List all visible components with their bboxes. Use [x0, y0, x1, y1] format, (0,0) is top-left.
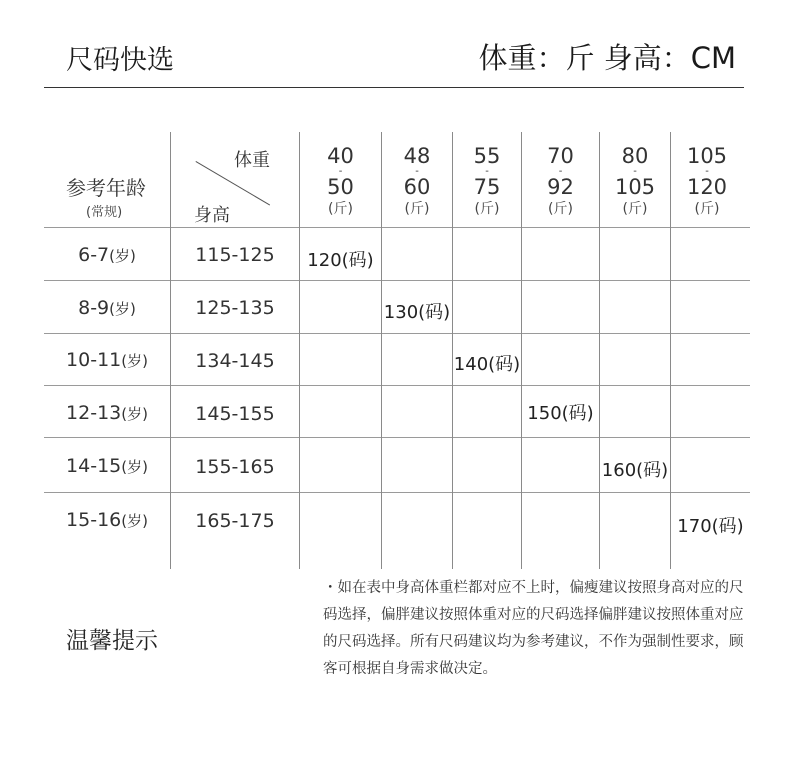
weight-unit: (斤) — [622, 201, 648, 217]
age-header: 参考年龄 — [66, 176, 146, 200]
size-cell: 140(码) — [453, 354, 521, 375]
size-cell: 150(码) — [527, 403, 594, 424]
weight-unit: (斤) — [474, 201, 500, 217]
size-cell: 170(码) — [677, 516, 744, 537]
age-unit: (岁) — [109, 300, 136, 318]
tips-text: ・如在表中身高体重栏都对应不上时，偏瘦建议按照身高对应的尺码选择，偏胖建议按照体重对应的尺码选择偏胖建议按照体重对应的尺码选择。所有尺码建议均为参考建议，不作为强制性要求，顾客可根据自身需求做决定。 — [323, 580, 744, 677]
range-mark: - — [705, 166, 709, 177]
header-divider — [44, 87, 744, 88]
weight-min: 70 — [547, 144, 574, 168]
weight-unit: (斤) — [404, 201, 430, 217]
size-cell: 160(码) — [601, 460, 669, 481]
page-title: 尺码快选 — [66, 45, 174, 76]
age-unit: (岁) — [109, 247, 136, 265]
age-value: 15-16 — [66, 509, 122, 531]
weight-min: 105 — [686, 144, 728, 168]
height-cell: 125-135 — [195, 297, 275, 319]
weight-column-header — [671, 144, 743, 219]
age-value: 8-9 — [78, 297, 110, 319]
weight-max: 92 — [547, 175, 574, 199]
height-cell: 134-145 — [195, 350, 275, 372]
weight-min: 80 — [621, 144, 649, 168]
weight-min: 48 — [403, 144, 431, 168]
tips-title: 温馨提示 — [66, 628, 158, 654]
range-mark: - — [485, 166, 489, 177]
weight-min: 40 — [327, 144, 354, 168]
height-cell: 155-165 — [195, 456, 275, 478]
age-value: 10-11 — [66, 349, 122, 371]
age-unit: (岁) — [121, 405, 148, 423]
age-cell — [44, 455, 170, 477]
unit-legend: 体重：斤 身高：CM — [478, 41, 736, 75]
size-cell: 120(码) — [307, 250, 374, 271]
table-rule — [44, 333, 750, 334]
range-mark: - — [415, 166, 419, 177]
age-cell — [44, 297, 170, 319]
weight-header: 体重 — [234, 150, 270, 171]
age-cell — [44, 402, 170, 424]
age-unit: (岁) — [121, 352, 148, 370]
table-rule — [44, 437, 750, 438]
age-cell — [44, 349, 170, 371]
weight-column-header — [453, 144, 521, 219]
age-cell — [44, 509, 170, 531]
weight-max: 75 — [473, 175, 501, 199]
table-rule — [44, 227, 750, 228]
age-value: 12-13 — [66, 402, 122, 424]
weight-max: 60 — [403, 175, 431, 199]
weight-max: 50 — [327, 175, 354, 199]
weight-column-header — [600, 144, 670, 219]
weight-column-header — [522, 144, 599, 219]
weight-max: 105 — [614, 175, 656, 199]
weight-column-header — [382, 144, 452, 219]
age-unit: (岁) — [121, 458, 148, 476]
weight-unit: (斤) — [548, 201, 573, 217]
table-rule — [44, 385, 750, 386]
height-header: 身高 — [194, 205, 230, 226]
age-value: 6-7 — [78, 244, 110, 266]
height-cell: 115-125 — [195, 244, 275, 266]
height-cell: 165-175 — [195, 510, 275, 532]
weight-unit: (斤) — [694, 201, 720, 217]
table-rule — [44, 492, 750, 493]
weight-min: 55 — [473, 144, 501, 168]
range-mark: - — [633, 166, 637, 177]
range-mark: - — [558, 166, 563, 177]
range-mark: - — [338, 166, 343, 177]
table-rule — [44, 280, 750, 281]
age-cell — [44, 244, 170, 266]
weight-column-header — [300, 144, 381, 219]
weight-max: 120 — [686, 175, 728, 199]
size-cell: 130(码) — [383, 302, 451, 323]
age-subheader: (常规) — [86, 205, 123, 220]
height-cell: 145-155 — [195, 403, 275, 425]
weight-unit: (斤) — [328, 201, 353, 217]
age-value: 14-15 — [66, 455, 122, 477]
age-unit: (岁) — [121, 512, 148, 530]
